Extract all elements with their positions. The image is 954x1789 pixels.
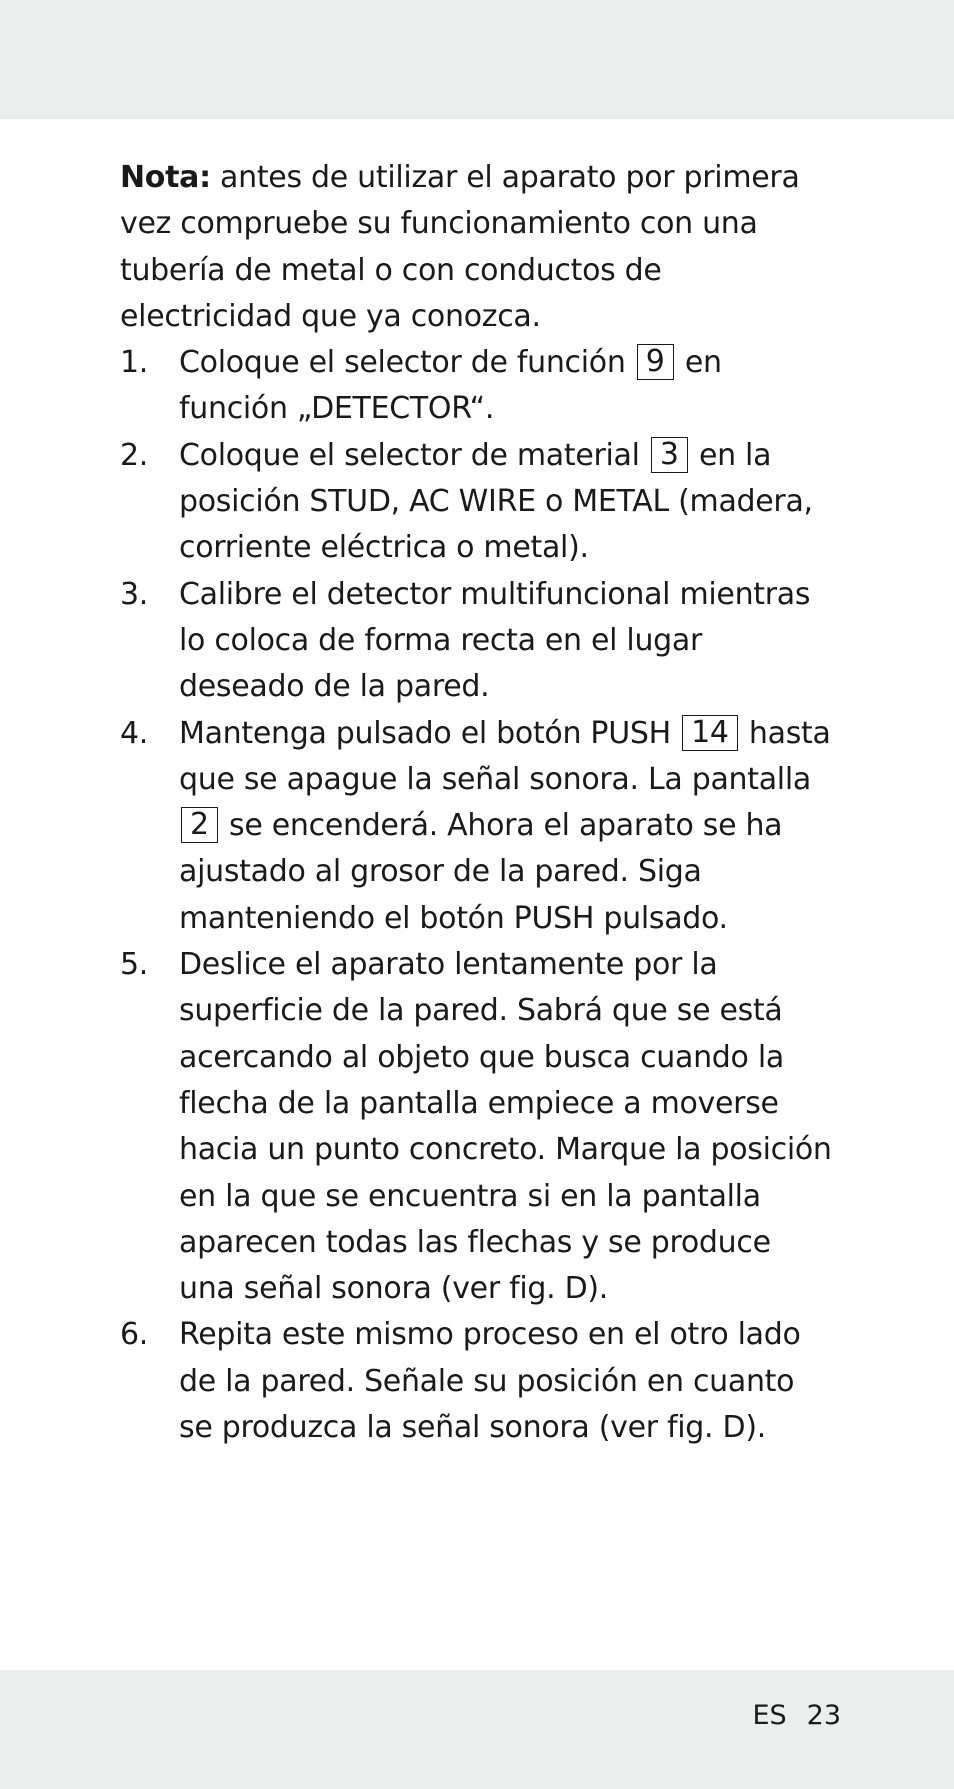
- step-text: Repita este mismo proceso en el otro lado de la pared. Señale su posición en cuanto se produzca la señal sonora (ver fig. D).: [179, 1317, 801, 1446]
- step-number: 3.: [120, 576, 149, 612]
- list-item-6: [120, 1312, 834, 1451]
- list-item-2: [120, 433, 834, 572]
- step-text: Calibre el detector multifuncional mientras lo coloca de forma recta en el lugar deseado de la pared.: [179, 576, 811, 705]
- step-text: se encenderá. Ahora el aparato se ha ajustado al grosor de la pared. Siga manteniendo el botón PUSH pulsado.: [179, 808, 783, 936]
- step-number: 5.: [120, 947, 149, 983]
- step-number: 2.: [120, 437, 149, 473]
- part-ref-box: 2: [181, 807, 218, 843]
- step-text: en función „DETECTOR“.: [179, 345, 722, 427]
- note-paragraph: [120, 155, 834, 340]
- part-ref-box: 3: [651, 437, 688, 473]
- step-text: en la posición STUD, AC WIRE o METAL (madera, corriente eléctrica o metal).: [179, 437, 813, 566]
- page-footer: [752, 1696, 841, 1736]
- part-ref-box: 9: [637, 344, 674, 380]
- page-header-band: [0, 0, 954, 119]
- list-item-4: [120, 711, 834, 942]
- part-ref-box: 14: [682, 715, 738, 751]
- list-item-1: [120, 340, 834, 433]
- note-label: Nota:: [120, 160, 211, 195]
- list-item-3: [120, 572, 834, 711]
- manual-content: [120, 155, 834, 1451]
- step-number: 6.: [120, 1317, 149, 1353]
- step-text: Mantenga pulsado el botón PUSH: [179, 715, 681, 751]
- step-number: 1.: [120, 345, 149, 381]
- steps-list: [120, 340, 834, 1451]
- page-number: 23: [806, 1700, 841, 1731]
- step-text: Coloque el selector de función: [179, 345, 635, 381]
- step-number: 4.: [120, 715, 149, 751]
- note-text: antes de utilizar el aparato por primera vez compruebe su funcionamiento con una tubería de metal o con conductos de electricidad que ya conozca.: [120, 160, 800, 334]
- step-text: hasta que se apague la señal sonora. La pantalla: [179, 715, 831, 797]
- language-code: ES: [752, 1700, 787, 1731]
- step-text: Coloque el selector de material: [179, 437, 649, 473]
- list-item-5: [120, 942, 834, 1312]
- step-text: Deslice el aparato lentamente por la superficie de la pared. Sabrá que se está acercando al objeto que busca cuando la flecha de la pantalla empiece a moverse hacia un punto concreto. Marque la posición en la que se encuentra si en la pantalla aparecen todas las flechas y se produce una señal sonora (ver fig. D).: [179, 947, 832, 1307]
